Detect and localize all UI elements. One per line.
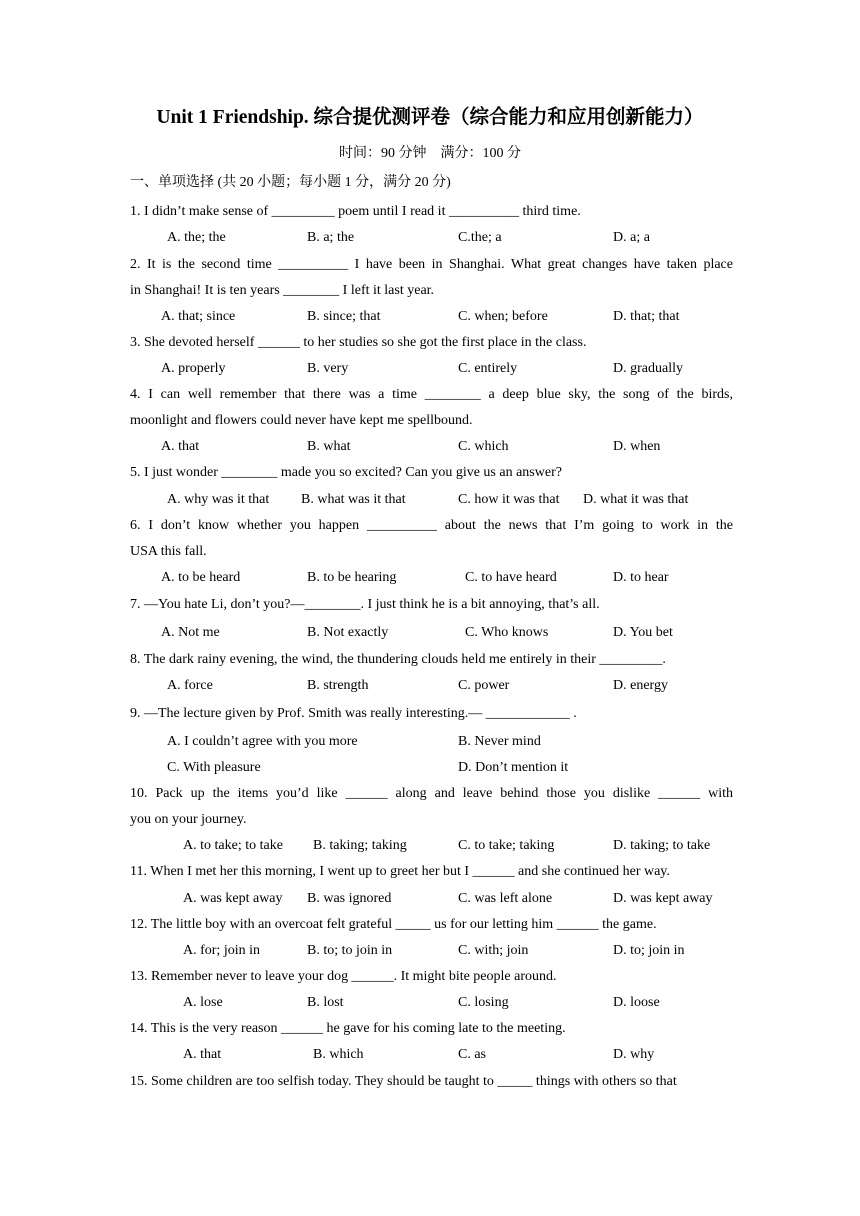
question-6-text: 6. I don’t know whether you happen __________ about the news that I’m going to work in the [130,518,733,533]
question-6-option: A. to be heard [161,570,241,585]
question-11-option: D. was kept away [613,891,713,906]
exam-time-info: 时间：90 分钟 满分：100 分 [339,146,521,161]
question-5-text: 5. I just wonder ________ made you so excited? Can you give us an answer? [130,465,562,480]
question-1-option: D. a; a [613,230,650,245]
question-1-option: C.the; a [458,230,502,245]
question-3-option: B. very [307,361,349,376]
question-7-option: A. Not me [161,625,220,640]
question-13-text: 13. Remember never to leave your dog ______. It might bite people around. [130,969,557,984]
question-9-text: 9. —The lecture given by Prof. Smith was really interesting.— ____________ . [130,706,577,721]
question-7-text: 7. —You hate Li, don’t you?—________. I just think he is a bit annoying, that’s all. [130,597,600,612]
question-14-option: C. as [458,1047,486,1062]
question-7-option: D. You bet [613,625,673,640]
question-4-text: moonlight and flowers could never have kept me spellbound. [130,413,473,428]
question-9-option: B. Never mind [458,734,541,749]
question-4-text: 4. I can well remember that there was a time ________ a deep blue sky, the song of the birds, [130,387,733,402]
question-4-option: C. which [458,439,509,454]
question-13-option: D. loose [613,995,660,1010]
question-11-option: A. was kept away [183,891,283,906]
question-2-option: C. when; before [458,309,548,324]
question-11-option: C. was left alone [458,891,553,906]
question-12-option: A. for; join in [183,943,260,958]
question-15-text: 15. Some children are too selfish today. They should be taught to _____ things with others so that [130,1074,677,1089]
question-8-text: 8. The dark rainy evening, the wind, the thundering clouds held me entirely in their _________. [130,652,666,667]
question-3-option: D. gradually [613,361,683,376]
question-10-text: you on your journey. [130,812,247,827]
question-8-option: B. strength [307,678,369,693]
question-11-option: B. was ignored [307,891,392,906]
question-3-option: A. properly [161,361,226,376]
question-2-option: B. since; that [307,309,381,324]
question-10-text: 10. Pack up the items you’d like ______ along and leave behind those you dislike ______ with [130,786,733,801]
question-2-text: 2. It is the second time __________ I have been in Shanghai. What great changes have taken place [130,257,733,272]
question-3-text: 3. She devoted herself ______ to her studies so she got the first place in the class. [130,335,587,350]
question-14-option: A. that [183,1047,222,1062]
question-2-text: in Shanghai! It is ten years ________ I left it last year. [130,283,435,298]
question-8-option: C. power [458,678,510,693]
question-14-text: 14. This is the very reason ______ he gave for his coming late to the meeting. [130,1021,566,1036]
question-5-option: A. why was it that [167,492,270,507]
question-4-option: B. what [307,439,351,454]
question-2-option: D. that; that [613,309,680,324]
question-7-option: B. Not exactly [307,625,389,640]
question-8-option: D. energy [613,678,668,693]
question-13-option: A. lose [183,995,223,1010]
question-10-option: C. to take; taking [458,838,555,853]
question-6-option: B. to be hearing [307,570,397,585]
question-6-option: C. to have heard [465,570,557,585]
question-12-option: C. with; join [458,943,529,958]
question-9-option: A. I couldn’t agree with you more [167,734,358,749]
question-3-option: C. entirely [458,361,518,376]
question-10-option: B. taking; taking [313,838,407,853]
question-5-option: C. how it was that [458,492,560,507]
question-6-option: D. to hear [613,570,669,585]
question-7-option: C. Who knows [465,625,549,640]
question-14-option: B. which [313,1047,364,1062]
question-1-option: B. a; the [307,230,355,245]
question-1-text: 1. I didn’t make sense of _________ poem until I read it __________ third time. [130,204,581,219]
question-6-text: USA this fall. [130,544,207,559]
question-2-option: A. that; since [161,309,236,324]
question-13-option: C. losing [458,995,509,1010]
question-12-option: D. to; join in [613,943,685,958]
question-5-option: D. what it was that [583,492,689,507]
question-9-option: D. Don’t mention it [458,760,569,775]
question-4-option: A. that [161,439,200,454]
question-4-option: D. when [613,439,661,454]
section-heading: 一、单项选择 (共 20 小题；每小题 1 分，满分 20 分) [130,175,451,190]
page-title: Unit 1 Friendship. 综合提优测评卷（综合能力和应用创新能力） [156,107,704,128]
question-12-option: B. to; to join in [307,943,393,958]
question-10-option: D. taking; to take [613,838,711,853]
question-14-option: D. why [613,1047,655,1062]
question-9-option: C. With pleasure [167,760,261,775]
question-10-option: A. to take; to take [183,838,283,853]
question-13-option: B. lost [307,995,344,1010]
question-1-option: A. the; the [167,230,226,245]
question-12-text: 12. The little boy with an overcoat felt grateful _____ us for our letting him ______ the game. [130,917,657,932]
question-5-option: B. what was it that [301,492,406,507]
question-11-text: 11. When I met her this morning, I went up to greet her but I ______ and she continued her way. [130,864,670,879]
question-8-option: A. force [167,678,213,693]
